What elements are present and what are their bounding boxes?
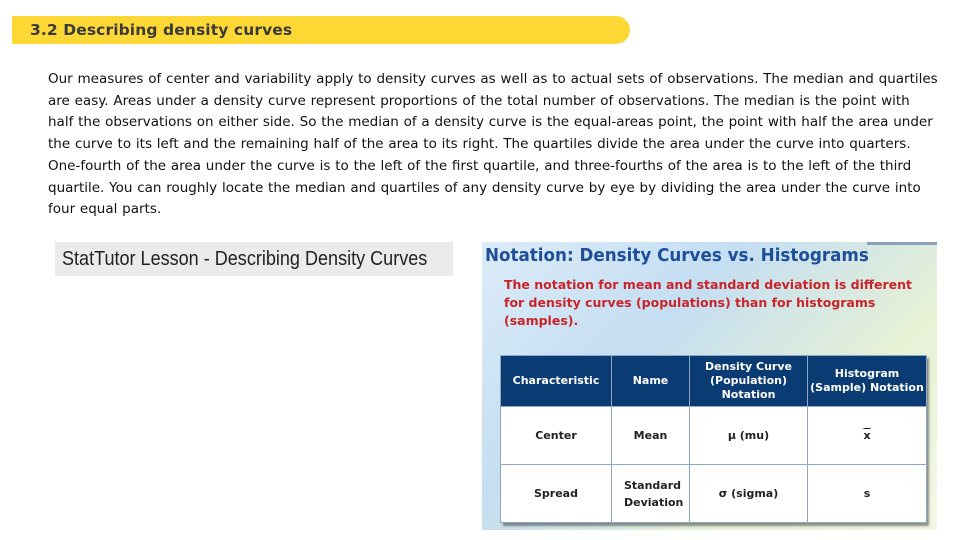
lesson-title: StatTutor Lesson - Describing Density Curves <box>62 247 428 270</box>
cell-histogram-notation: s <box>808 465 927 523</box>
x-bar-symbol: $\overline{x}$ <box>863 429 871 443</box>
cell-density-notation: μ (mu) <box>690 407 808 465</box>
cell-characteristic: Center <box>501 407 612 465</box>
cell-name: Standard Deviation <box>612 465 690 523</box>
cell-name: Mean <box>612 407 690 465</box>
notation-table-wrapper <box>500 355 926 523</box>
cell-histogram-notation <box>808 407 927 465</box>
cell-characteristic: Spread <box>501 465 612 523</box>
section-title: 3.2 Describing density curves <box>30 21 293 39</box>
header-histogram-notation: Histogram (Sample) Notation <box>808 356 927 407</box>
table-row <box>501 465 927 523</box>
body-paragraph: Our measures of center and variability apply to density curves as well as to actual sets of observations. The median and quartiles are easy. Areas under a density curve represent proportions of the total number of observations. The median is the point with half the observations on either side. So the median of a density curve is the equal-areas point, the point with half the area under the curve to its left and the remaining half of the area to its right. The quartiles divide the area under the curve into quarters. One-fourth of the area under the curve is to the left of the first quartile, and three-fourths of the area is to the left of the third quartile. You can roughly locate the median and quartiles of any density curve by eye by dividing the area under the curve into four equal parts. <box>48 71 938 218</box>
slide-subtitle: The notation for mean and standard deviation is different for density curves (populations) than for histograms (samples). <box>504 277 913 328</box>
notation-table <box>500 355 927 523</box>
lesson-banner[interactable] <box>55 242 453 276</box>
header-density-notation: Density Curve (Population) Notation <box>690 356 808 407</box>
table-header-row <box>501 356 927 407</box>
cell-density-notation: σ (sigma) <box>690 465 808 523</box>
slide-top-line <box>867 242 937 245</box>
notation-slide-image <box>482 242 937 530</box>
slide-title: Notation: Density Curves vs. Histograms <box>485 245 869 266</box>
header-characteristic: Characteristic <box>501 356 612 407</box>
table-row <box>501 407 927 465</box>
header-name: Name <box>612 356 690 407</box>
